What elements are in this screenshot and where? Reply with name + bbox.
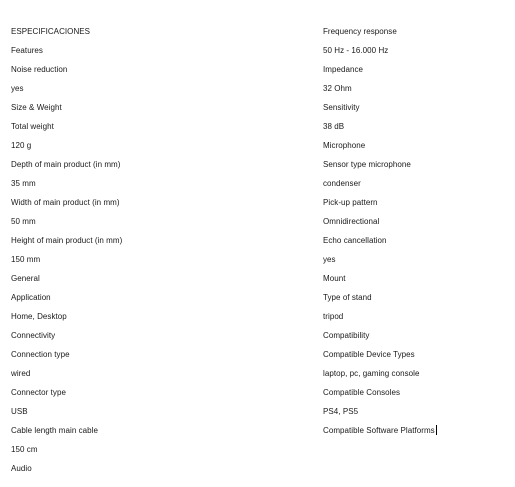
spec-line: Home, Desktop [11, 312, 67, 321]
spec-line: Depth of main product (in mm) [11, 160, 121, 169]
left-column [11, 24, 301, 480]
spec-line: Impedance [323, 65, 364, 74]
spec-line: 38 dB [323, 122, 345, 131]
spec-line: 150 mm [11, 255, 41, 264]
spec-line: Compatibility [323, 331, 370, 340]
spec-line-last [323, 423, 508, 442]
spec-line: condenser [323, 179, 361, 188]
spec-line: Cable length main cable [11, 426, 98, 435]
spec-line: Width of main product (in mm) [11, 198, 120, 207]
spec-line: tripod [323, 312, 344, 321]
right-column [323, 24, 508, 442]
spec-line: Frequency response [323, 27, 397, 36]
spec-line: Connectivity [11, 331, 56, 340]
spec-line: laptop, pc, gaming console [323, 369, 420, 378]
text-cursor [436, 425, 437, 435]
spec-line: Total weight [11, 122, 54, 131]
spec-line: Noise reduction [11, 65, 68, 74]
spec-line: Audio [11, 464, 32, 473]
spec-line: ESPECIFICACIONES [11, 27, 91, 36]
spec-line-text: Compatible Software Platforms [323, 426, 435, 435]
spec-line: USB [11, 407, 28, 416]
spec-line: 50 Hz - 16.000 Hz [323, 46, 389, 55]
spec-line: Sensitivity [323, 103, 360, 112]
spec-line: Mount [323, 274, 346, 283]
spec-line: Connector type [11, 388, 66, 397]
spec-line: 150 cm [11, 445, 38, 454]
spec-line: Microphone [323, 141, 366, 150]
spec-line: General [11, 274, 40, 283]
spec-line: Compatible Consoles [323, 388, 400, 397]
spec-line: Height of main product (in mm) [11, 236, 123, 245]
spec-line: 35 mm [11, 179, 36, 188]
spec-line: 120 g [11, 141, 32, 150]
spec-line: Pick-up pattern [323, 198, 378, 207]
spec-line: Application [11, 293, 51, 302]
spec-line: PS4, PS5 [323, 407, 359, 416]
spec-line: Echo cancellation [323, 236, 387, 245]
spec-line: Features [11, 46, 43, 55]
spec-line: wired [11, 369, 31, 378]
spec-line: Sensor type microphone [323, 160, 411, 169]
spec-line: 50 mm [11, 217, 36, 226]
spec-line: yes [323, 255, 336, 264]
spec-line: Type of stand [323, 293, 372, 302]
spec-line: Size & Weight [11, 103, 62, 112]
spec-line: 32 Ohm [323, 84, 352, 93]
spec-line: Omnidirectional [323, 217, 380, 226]
spec-line: Compatible Device Types [323, 350, 415, 359]
spec-line: Connection type [11, 350, 70, 359]
spec-line: yes [11, 84, 24, 93]
